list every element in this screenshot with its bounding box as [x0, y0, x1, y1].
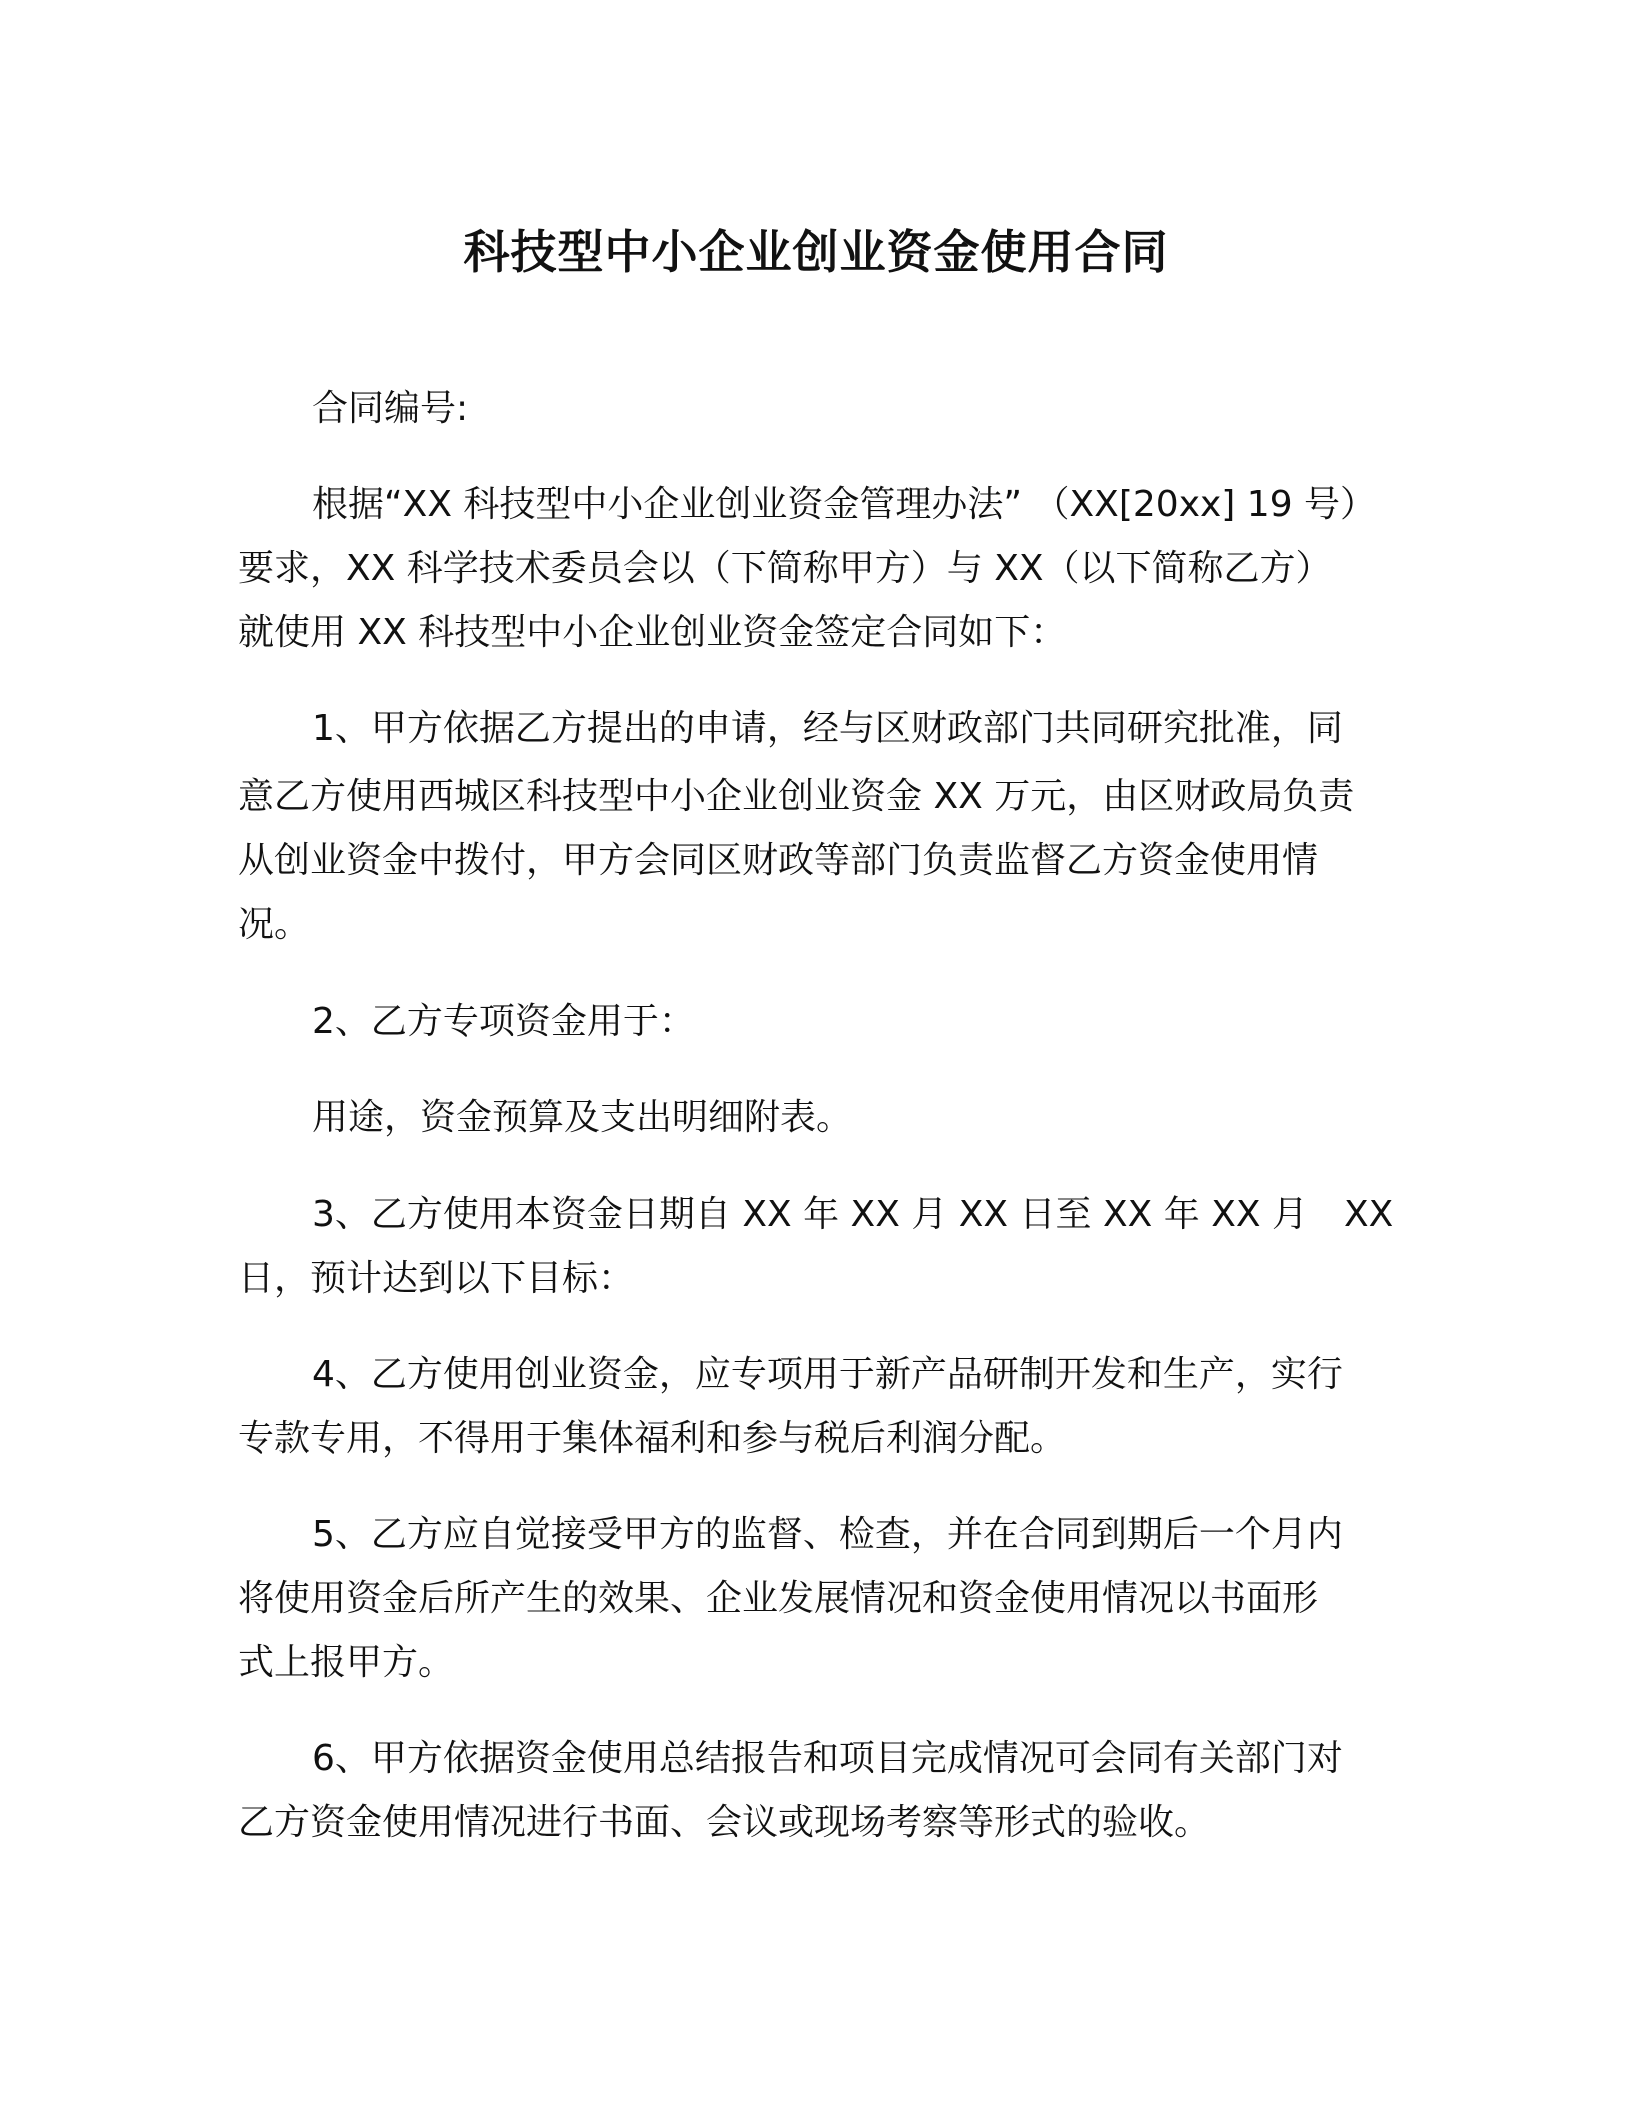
- document-title: 科技型中小企业创业资金使用合同: [463, 225, 1169, 279]
- clause-2-line-2: 用途，资金预算及支出明细附表。: [312, 1097, 853, 1138]
- intro-line-3: 就使用 XX 科技型中小企业创业资金签定合同如下：: [238, 612, 1067, 653]
- clause-5-line-3: 式上报甲方。: [238, 1642, 455, 1683]
- clause-1-line-4: 况。: [238, 904, 311, 945]
- clause-6-line-1: 6、甲方依据资金使用总结报告和项目完成情况可会同有关部门对: [312, 1738, 1343, 1779]
- clause-3-line-1: 3、乙方使用本资金日期自 XX 年 XX 月 XX 日至 XX 年 XX 月 XX: [312, 1194, 1394, 1235]
- clause-3-line-2: 日，预计达到以下目标：: [238, 1258, 635, 1299]
- clause-4-line-2: 专款专用，不得用于集体福利和参与税后利润分配。: [238, 1418, 1067, 1459]
- clause-5-line-1: 5、乙方应自觉接受甲方的监督、检查，并在合同到期后一个月内: [312, 1514, 1343, 1555]
- clause-1-line-2: 意乙方使用西城区科技型中小企业创业资金 XX 万元，由区财政局负责: [238, 776, 1355, 817]
- clause-4-line-1: 4、乙方使用创业资金，应专项用于新产品研制开发和生产，实行: [312, 1354, 1343, 1395]
- clause-5-line-2: 将使用资金后所产生的效果、企业发展情况和资金使用情况以书面形: [238, 1578, 1319, 1619]
- clause-6-line-2: 乙方资金使用情况进行书面、会议或现场考察等形式的验收。: [238, 1802, 1211, 1843]
- clause-1-line-3: 从创业资金中拨付，甲方会同区财政等部门负责监督乙方资金使用情: [238, 840, 1319, 881]
- clause-1-line-1: 1、甲方依据乙方提出的申请，经与区财政部门共同研究批准，同: [312, 708, 1343, 749]
- intro-line-2: 要求，XX 科学技术委员会以（下简称甲方）与 XX（以下简称乙方）: [238, 548, 1332, 589]
- clause-2-line-1: 2、乙方专项资金用于：: [312, 1001, 695, 1042]
- contract-number-label: 合同编号:: [312, 388, 469, 429]
- intro-line-1: 根据“XX 科技型中小企业创业资金管理办法” （XX[20xx] 19 号）: [312, 484, 1377, 525]
